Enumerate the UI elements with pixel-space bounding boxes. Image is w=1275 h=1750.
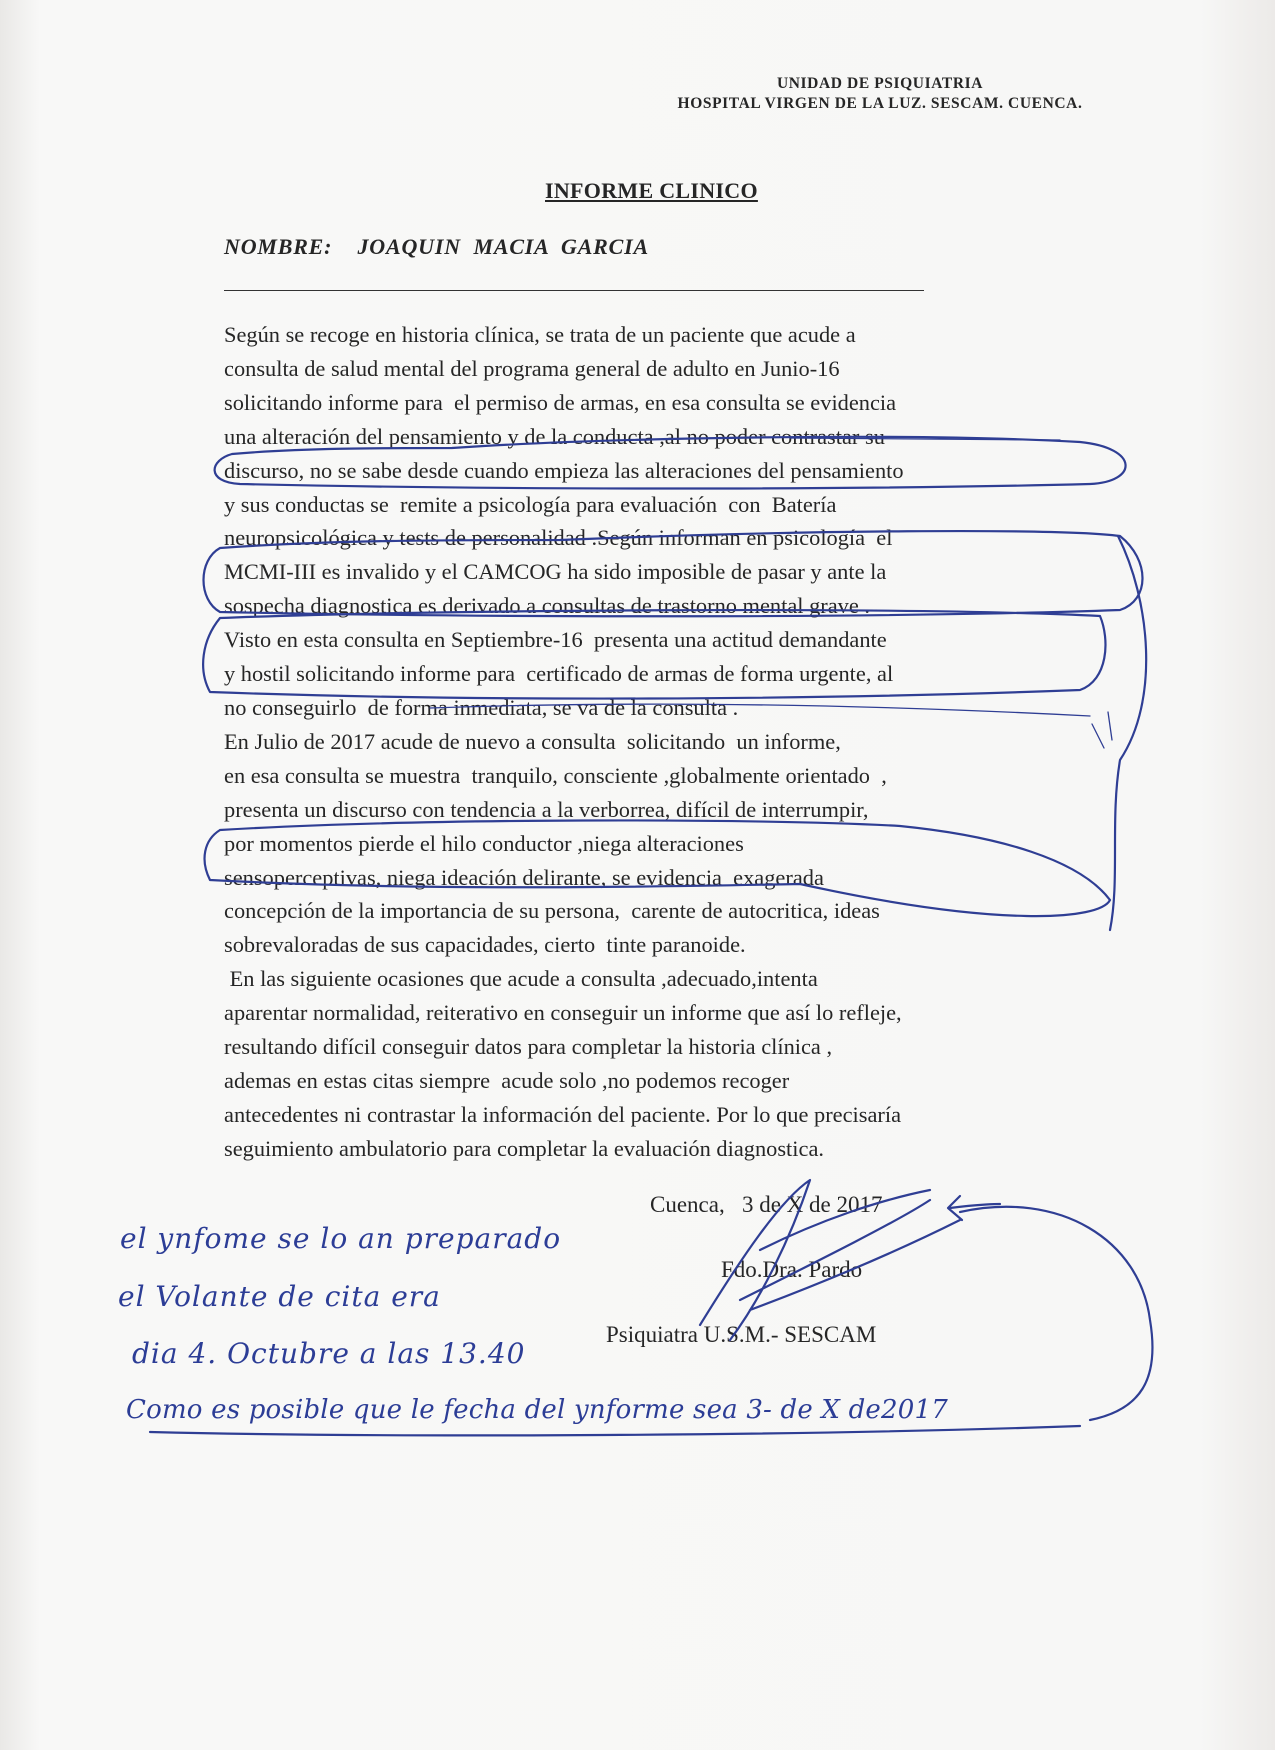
body-line: Según se recoge en historia clínica, se trata de un paciente que acude a (224, 322, 856, 347)
handwritten-note-line: el Volante de cita era (118, 1280, 441, 1313)
report-body (224, 318, 1124, 1166)
body-line: y hostil solicitando informe para certificado de armas de forma urgente, al (224, 661, 894, 687)
pen-underline (150, 1426, 1080, 1435)
header-hospital: HOSPITAL VIRGEN DE LA LUZ. SESCAM. CUENCA. (677, 95, 1083, 112)
body-line: antecedentes ni contrastar la información del paciente. Por lo que precisaría (224, 1101, 902, 1127)
handwritten-note-line: dia 4. Octubre a las 13.40 (132, 1337, 526, 1370)
pen-arrow-date (948, 1196, 1000, 1220)
body-line: presenta un discurso con tendencia a la verborrea, difícil de interrumpir, (224, 796, 869, 822)
hospital-header (600, 74, 1160, 114)
body-line: Visto en esta consulta en Septiembre-16 presenta una actitud demandante (224, 627, 887, 653)
body-line: consulta de salud mental del programa general de adulto en Junio-16 (224, 355, 840, 381)
signer-role: Psiquiatra U.S.M.- SESCAM (606, 1322, 877, 1347)
patient-name-label: NOMBRE: (224, 234, 333, 259)
body-line: una alteración del pensamiento y de la conducta ,al no poder contrastar su (224, 423, 885, 449)
handwritten-note-line: Como es posible que le fecha del ynforme sea 3- de X de2017 (126, 1395, 948, 1425)
body-line: aparentar normalidad, reiterativo en conseguir un informe que así lo refleje, (224, 1000, 902, 1026)
patient-name: JOAQUIN MACIA GARCIA (357, 234, 649, 259)
body-line: sensoperceptivas, niega ideación delirante, se evidencia exagerada (224, 864, 824, 890)
report-title: INFORME CLINICO (545, 178, 758, 203)
name-underline (224, 290, 924, 291)
body-line: discurso, no se sabe desde cuando empieza las alteraciones del pensamiento (224, 457, 904, 483)
body-line: no conseguirlo de forma inmediata, se va de la consulta . (224, 694, 739, 720)
body-line: en esa consulta se muestra tranquilo, consciente ,globalmente orientado , (224, 762, 887, 788)
body-line: y sus conductas se remite a psicología para evaluación con Batería (224, 491, 837, 517)
patient-name-line (224, 234, 649, 260)
body-line: resultando difícil conseguir datos para completar la historia clínica , (224, 1034, 833, 1060)
body-line: solicitando informe para el permiso de armas, en esa consulta se evidencia (224, 389, 897, 415)
body-line: neuropsicológica y tests de personalidad .Según informan en psicología el (224, 525, 893, 551)
body-line: concepción de la importancia de su persona, carente de autocritica, ideas (224, 898, 880, 924)
pen-bracket-right (960, 1207, 1153, 1420)
body-line: En las siguiente ocasiones que acude a consulta ,adecuado,intenta (224, 966, 818, 992)
body-line: seguimiento ambulatorio para completar la evaluación diagnostica. (224, 1135, 824, 1161)
body-line: sobrevaloradas de sus capacidades, cierto tinte paranoide. (224, 932, 746, 958)
body-line: sospecha diagnostica es derivado a consultas de trastorno mental grave . (224, 593, 871, 619)
body-line: ademas en estas citas siempre acude solo ,no podemos recoger (224, 1067, 790, 1093)
body-line: por momentos pierde el hilo conductor ,niega alteraciones (224, 830, 744, 856)
body-line: MCMI-III es invalido y el CAMCOG ha sido imposible de pasar y ante la (224, 559, 887, 585)
header-unit: UNIDAD DE PSIQUIATRIA (776, 75, 984, 92)
place-date: Cuenca, 3 de X de 2017 (650, 1192, 883, 1217)
body-line: En Julio de 2017 acude de nuevo a consulta solicitando un informe, (224, 728, 841, 754)
signed-by: Fdo.Dra. Pardo (721, 1257, 863, 1282)
handwritten-note-line: el ynfome se lo an preparado (120, 1222, 562, 1255)
